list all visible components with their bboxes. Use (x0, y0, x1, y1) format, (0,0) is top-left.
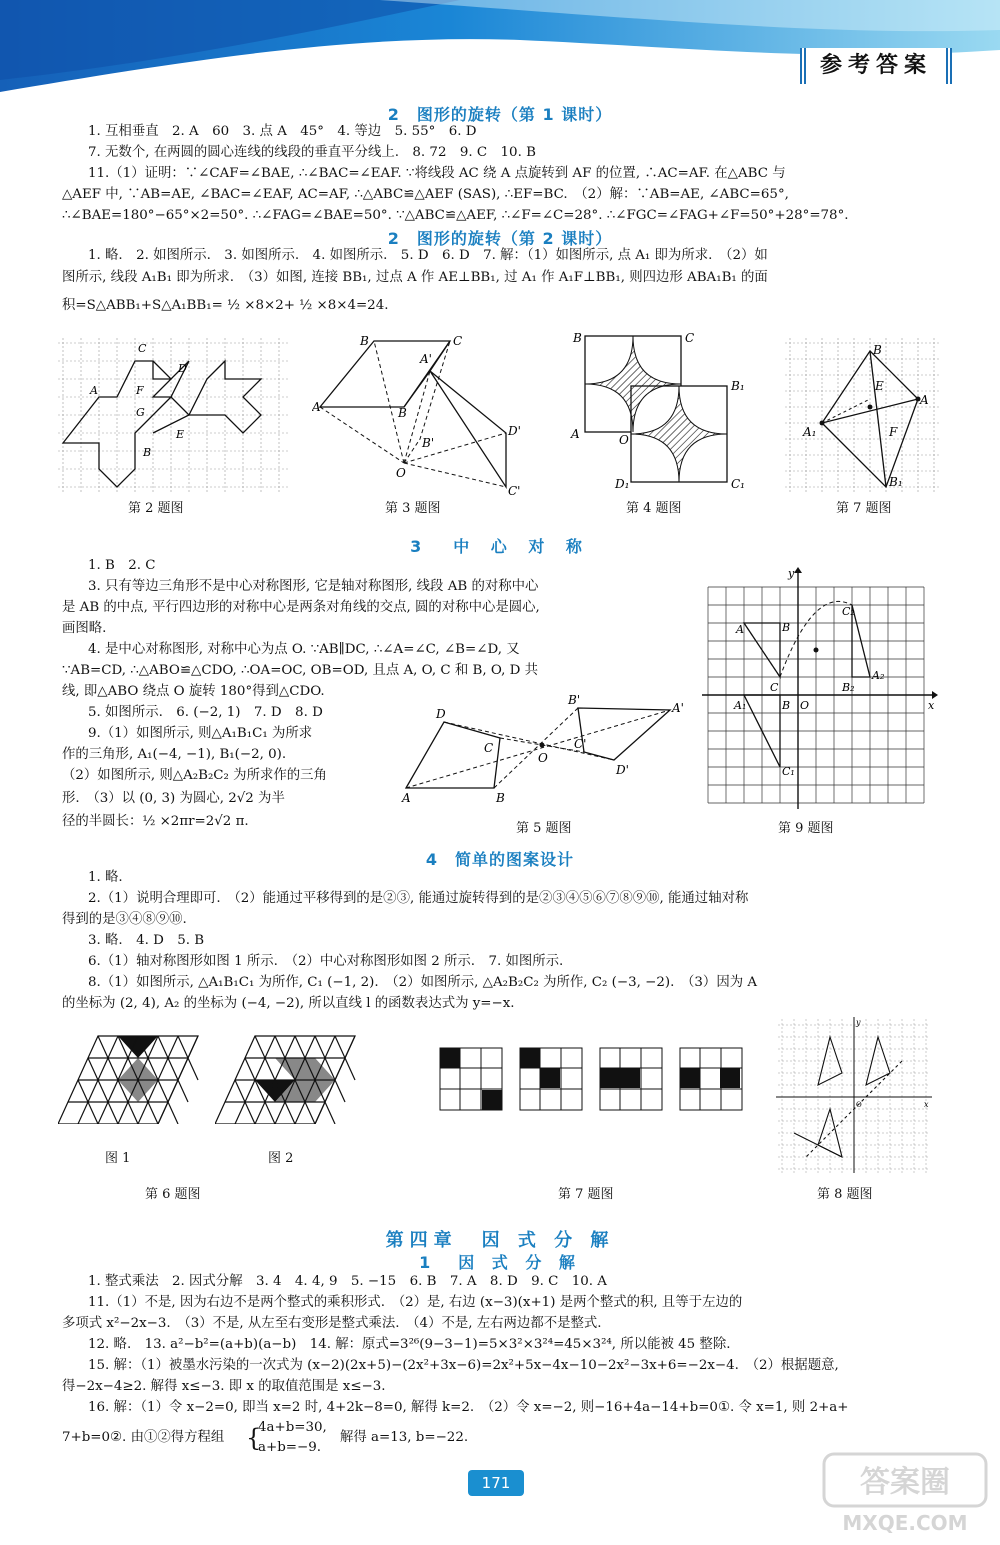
figure-caption: 第 6 题图 (145, 1187, 201, 1202)
answer-line: 的坐标为 (2, 4), A₂ 的坐标为 (−4, −2), 所以直线 l 的函数表达式为 y=−x. (62, 996, 515, 1011)
svg-text:F: F (889, 425, 898, 439)
answer-line: 1. 互相垂直 2. A 60 3. 点 A 45° 4. 等边 5. 55° 6. D (88, 124, 477, 139)
answer-line: 5. 如图所示. 6. (−2, 1) 7. D 8. D (88, 705, 323, 720)
figure-caption: 第 4 题图 (626, 501, 682, 516)
figure-q3 (312, 335, 527, 500)
figure-caption: 第 7 题图 (558, 1187, 614, 1202)
svg-text:y: y (856, 1018, 861, 1027)
answer-line: 画图略. (62, 621, 107, 636)
answer-line: ∵AB=CD, ∴△ABO≌△CDO, ∴OA=OC, OB=OD, 且点 A, O, C 和 B, O, D 共 (62, 663, 538, 678)
answer-line: 9.（1）如图所示, 则△A₁B₁C₁ 为所求 (88, 726, 313, 741)
svg-text:B₁: B₁ (889, 475, 903, 489)
answer-line: 7+b=0②. 由①②得方程组 (62, 1430, 225, 1445)
figure-caption: 第 2 题图 (128, 501, 184, 516)
svg-text:x: x (928, 699, 935, 712)
svg-text:A₁: A₁ (734, 699, 747, 712)
answer-line: 11.（1）证明：∵∠CAF=∠BAE, ∴∠BAC=∠EAF. ∵将线段 AC 绕 A 点旋转到 AF 的位置, ∴AC=AF. 在△ABC 与 (88, 166, 786, 181)
figure-q8 (774, 1015, 934, 1175)
svg-text:C: C (484, 741, 494, 755)
svg-text:D': D' (508, 424, 521, 438)
svg-text:B: B (782, 699, 791, 712)
svg-text:G: G (136, 406, 145, 419)
answer-line: 作的三角形, A₁(−4, −1), B₁(−2, 0). (62, 747, 287, 762)
answer-line: △AEF 中, ∵AB=AE, ∠BAC=∠EAF, AC=AF, ∴△ABC≌△AEF (SAS), ∴EF=BC. （2）解：∵AB=AE, ∠ABC=65°, (62, 187, 789, 202)
svg-text:E: E (875, 379, 884, 393)
svg-text:A₂: A₂ (872, 669, 885, 682)
equation-row: 4a+b=30, (258, 1420, 327, 1435)
svg-text:O: O (856, 1101, 862, 1109)
answer-line: 3. 只有等边三角形不是中心对称图形, 它是轴对称图形, 线段 AB 的对称中心 (88, 579, 539, 594)
answer-line: 图所示, 线段 A₁B₁ 即为所求. （3）如图, 连接 BB₁, 过点 A 作 AE⊥BB₁, 过 A₁ 作 A₁F⊥BB₁, 则四边形 ABA₁B₁ 的面 (62, 270, 768, 285)
figure-q2 (58, 338, 288, 493)
svg-text:B: B (873, 343, 882, 357)
answer-line: 2.（1）说明合理即可. （2）能通过平移得到的是②③, 能通过旋转得到的是②③④⑤⑥⑦⑧⑨⑩, 能通过轴对称 (88, 891, 749, 906)
svg-text:B: B (782, 621, 791, 634)
svg-text:O: O (538, 751, 548, 765)
equation-row: a+b=−9. (258, 1440, 321, 1455)
svg-text:C': C' (574, 737, 587, 751)
figure-q6-pattern2 (215, 1032, 375, 1124)
svg-text:B: B (573, 331, 582, 345)
svg-text:D₁: D₁ (615, 477, 630, 491)
svg-text:A: A (571, 427, 580, 441)
answer-line: 1. 略. (88, 870, 123, 885)
answer-line: 径的半圆长：½ ×2πr=2√2 π. (62, 814, 249, 829)
svg-text:F: F (136, 384, 144, 397)
svg-text:D: D (178, 362, 187, 375)
section-title: 1 因 式 分 解 (419, 1253, 581, 1272)
svg-text:O: O (619, 433, 629, 447)
svg-text:A: A (920, 393, 929, 407)
figure-caption: 图 1 (105, 1151, 131, 1166)
figure-caption: 第 9 题图 (778, 821, 834, 836)
answer-line: 多项式 x²−2x−3. （3）不是, 从左至右变形是整式乘法. （4）不是, 左右两边都不是整式. (62, 1316, 602, 1331)
figure-q5 (398, 690, 698, 808)
svg-text:D: D (436, 707, 446, 721)
svg-text:C₁: C₁ (731, 477, 745, 491)
section-title: 2 图形的旋转（第 1 课时） (387, 105, 613, 124)
answer-line: 1. B 2. C (88, 558, 156, 573)
figure-q7-grids (438, 1046, 748, 1112)
figure-q7 (785, 338, 940, 493)
section-title: 2 图形的旋转（第 2 课时） (387, 229, 613, 248)
svg-text:B: B (398, 406, 407, 420)
header-banner (0, 0, 1000, 92)
figure-caption: 第 7 题图 (836, 501, 892, 516)
answer-line: 12. 略. 13. a²−b²=(a+b)(a−b) 14. 解：原式=3²⁶(9−3−1)=5×3²×3²⁴=45×3²⁴, 所以能被 45 整除. (88, 1337, 731, 1352)
svg-text:E: E (176, 428, 185, 441)
svg-text:y: y (788, 567, 795, 580)
svg-text:A': A' (672, 701, 684, 715)
svg-text:B: B (360, 335, 369, 348)
figure-q9 (702, 565, 942, 810)
figure-caption: 图 2 (268, 1151, 294, 1166)
answer-line: 1. 整式乘法 2. 因式分解 3. 4 4. 4, 9 5. −15 6. B 7. A 8. D 9. C 10. A (88, 1274, 607, 1289)
answer-line: 线, 即△ABO 绕点 O 旋转 180°得到△CDO. (62, 684, 325, 699)
svg-text:B: B (143, 446, 152, 459)
answer-line: 6.（1）轴对称图形如图 1 所示. （2）中心对称图形如图 2 所示. 7. 如图所示. (88, 954, 564, 969)
svg-text:x: x (924, 1100, 929, 1109)
svg-text:B₁: B₁ (731, 379, 745, 393)
section-title: 4 简单的图案设计 (425, 850, 575, 869)
svg-text:C: C (770, 681, 779, 694)
section-title: 3 中 心 对 称 (410, 537, 590, 556)
answer-line: 3. 略. 4. D 5. B (88, 933, 205, 948)
answer-line: 16. 解：（1）令 x−2=0, 即当 x=2 时, 4+2k−8=0, 解得 k=2. （2）令 x=−2, 则−16+4a−14+b=0①. 令 x=1, 则 2+a+ (88, 1400, 849, 1415)
answer-line: （2）如图所示, 则△A₂B₂C₂ 为所求作的三角 (62, 768, 327, 783)
answer-line: 积=S△ABB₁+S△A₁BB₁= ½ ×8×2+ ½ ×8×4=24. (62, 298, 389, 313)
svg-text:A': A' (420, 352, 432, 366)
answer-line: 8.（1）如图所示, △A₁B₁C₁ 为所作, C₁ (−1, 2). （2）如图所示, △A₂B₂C₂ 为所作, C₂ (−3, −2). （3）因为 A (88, 975, 758, 990)
svg-text:A₁: A₁ (803, 425, 817, 439)
svg-text:O: O (396, 466, 406, 480)
svg-text:A: A (736, 623, 744, 636)
svg-text:C: C (685, 331, 695, 345)
answer-line: 4. 是中心对称图形, 对称中心为点 O. ∵AB∥DC, ∴∠A=∠C, ∠B=∠D, 又 (88, 642, 520, 657)
svg-text:B': B' (568, 693, 581, 707)
answer-key-badge: 参考答案 (800, 48, 952, 84)
answer-line: 7. 无数个, 在两圆的圆心连线的线段的垂直平分线上. 8. 72 9. C 10. B (88, 145, 536, 160)
svg-text:A: A (90, 384, 98, 397)
svg-text:C₂: C₂ (842, 605, 855, 618)
svg-text:A: A (402, 791, 411, 805)
equation-brace: { (246, 1424, 262, 1452)
svg-text:C₁: C₁ (782, 765, 795, 778)
svg-text:C': C' (508, 484, 521, 498)
answer-line: 15. 解：（1）被墨水污染的一次式为 (x−2)(2x+5)−(2x²+3x−6)=2x²+5x−4x−10−2x²−3x+6=−2x−4. （2）根据题意, (88, 1358, 839, 1373)
figure-caption: 第 5 题图 (516, 821, 572, 836)
svg-text:C: C (138, 342, 147, 355)
answer-line: 解得 a=13, b=−22. (340, 1430, 469, 1445)
svg-text:A: A (312, 400, 321, 414)
answer-line: 是 AB 的中点, 平行四边形的对称中心是两条对角线的交点, 圆的对称中心是圆心, (62, 600, 540, 615)
watermark-logo (820, 1450, 990, 1540)
answer-line: ∴∠BAE=180°−65°×2=50°. ∴∠FAG=∠BAE=50°. ∵△ABC≌△AEF, ∴∠F=∠C=28°. ∴∠FGC=∠FAG+∠F=50°+28°=78°. (62, 208, 849, 223)
page-number: 171 (468, 1470, 524, 1496)
svg-text:B₂: B₂ (842, 681, 855, 694)
answer-line: 11.（1）不是, 因为右边不是两个整式的乘积形式. （2）是, 右边 (x−3)(x+1) 是两个整式的积, 且等于左边的 (88, 1295, 743, 1310)
svg-text:B': B' (422, 436, 435, 450)
svg-text:答案圈: 答案圈 (860, 1465, 950, 1500)
figure-q4 (565, 328, 750, 493)
figure-caption: 第 3 题图 (385, 501, 441, 516)
svg-text:C: C (453, 335, 463, 348)
svg-text:O: O (800, 699, 810, 712)
chapter-title: 第四章 因 式 分 解 (385, 1230, 615, 1251)
svg-text:B: B (496, 791, 505, 805)
answer-line: 得到的是③④⑧⑨⑩. (62, 912, 187, 927)
svg-text:MXQE.COM: MXQE.COM (842, 1511, 968, 1535)
svg-text:D': D' (616, 763, 629, 777)
figure-caption: 第 8 题图 (817, 1187, 873, 1202)
answer-line: 1. 略. 2. 如图所示. 3. 如图所示. 4. 如图所示. 5. D 6. D 7. 解：（1）如图所示, 点 A₁ 即为所求. （2）如 (88, 248, 768, 263)
figure-q6-pattern1 (58, 1032, 218, 1124)
answer-line: 得−2x−4≥2. 解得 x≤−3. 即 x 的取值范围是 x≤−3. (62, 1379, 386, 1394)
answer-line: 形. （3）以 (0, 3) 为圆心, 2√2 为半 (62, 791, 285, 806)
